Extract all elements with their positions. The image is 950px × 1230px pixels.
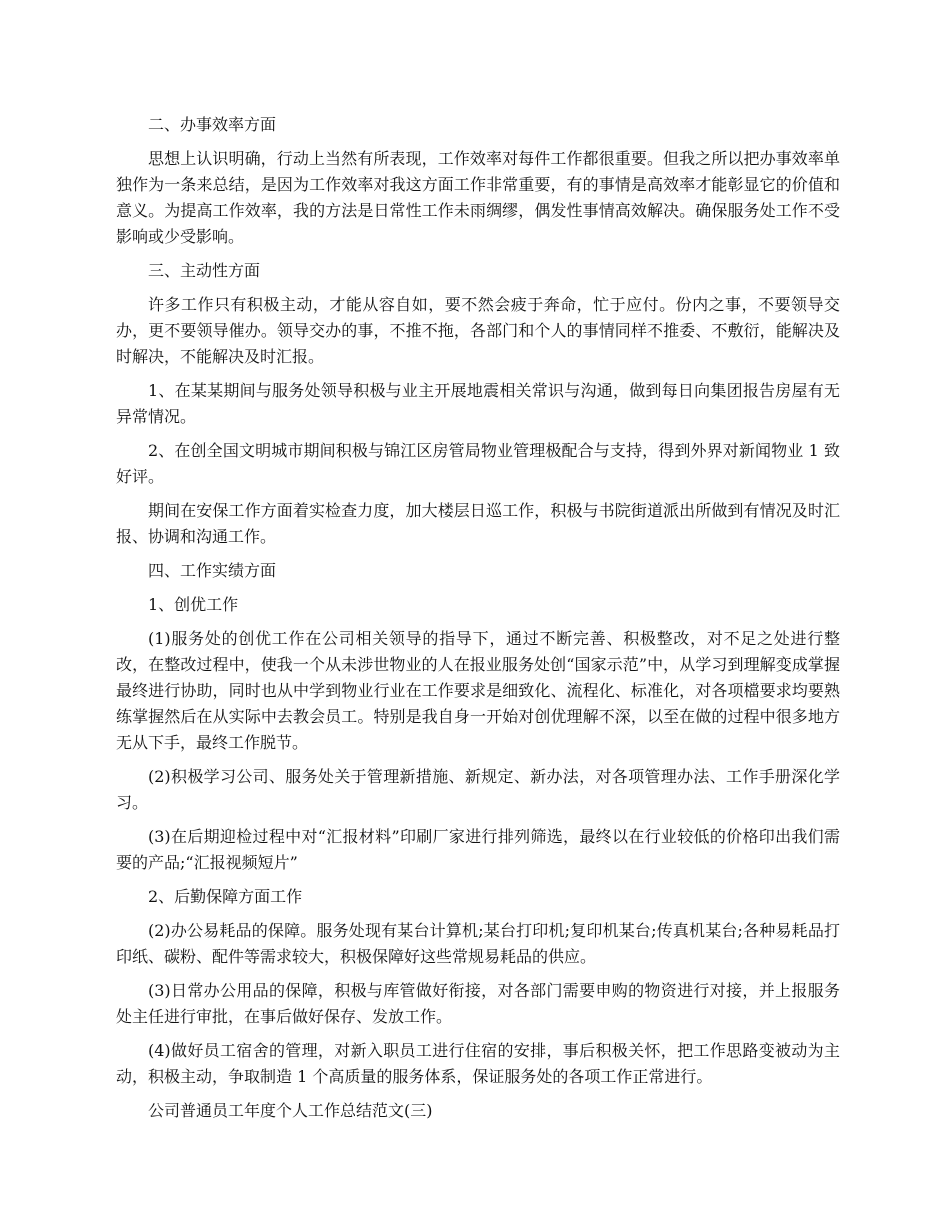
paragraph-logistics-3: (3)日常办公用品的保障，积极与库管做好衔接，对各部门需要申购的物资进行对接，并上报服务处主任进行审批，在事后做好保存、发放工作。 xyxy=(116,981,840,1026)
paragraph-excellence-1: (1)服务处的创优工作在公司相关领导的指导下，通过不断完善、积极整改，对不足之处进行整改，在整改过程中，使我一个从未涉世物业的人在报业服务处创“国家示范”中，从学习到理解变成掌握最终进行协助，同时也从中学到物业行业在工作要求是细致化、流程化、标准化，对各项檔要求均要熟练掌握然后在从实际中去教会员工。特别是我自身一开始对创优理解不深，以至在做的过程中很多地方无从下手，最终工作脱节。 xyxy=(116,629,840,752)
section-heading-achievements: 四、工作实绩方面 xyxy=(148,561,277,580)
paragraph-excellence-3: (3)在后期迎检过程中对“汇报材料”印刷厂家进行排列筛选，最终以在行业较低的价格印出我们需要的产品;“汇报视频短片” xyxy=(116,827,840,872)
paragraph-logistics-2: (2)办公易耗品的保障。服务处现有某台计算机;某台打印机;复印机某台;传真机某台;各种易耗品打印纸、碳粉、配件等需求较大，积极保障好这些常规易耗品的供应。 xyxy=(116,921,840,966)
paragraph-efficiency: 思想上认识明确，行动上当然有所表现，工作效率对每件工作都很重要。但我之所以把办事效率单独作为一条来总结，是因为工作效率对我这方面工作非常重要，有的事情是高效率才能彰显它的价值和意义。为提高工作效率，我的方法是日常性工作未雨绸缪，偶发性事情高效解决。确保服务处工作不受影响或少受影响。 xyxy=(116,149,840,246)
paragraph-earthquake: 1、在某某期间与服务处领导积极与业主开展地震相关常识与沟通，做到每日向集团报告房屋有无异常情况。 xyxy=(116,381,840,426)
section-heading-initiative: 三、主动性方面 xyxy=(148,261,261,280)
document-body xyxy=(116,112,840,1132)
section-heading-efficiency: 二、办事效率方面 xyxy=(148,115,277,134)
document-closing-title: 公司普通员工年度个人工作总结范文(三) xyxy=(148,1101,433,1120)
subheading-logistics: 2、后勤保障方面工作 xyxy=(148,887,303,906)
paragraph-logistics-4: (4)做好员工宿舍的管理，对新入职员工进行住宿的安排，事后积极关怀，把工作思路变被动为主动，积极主动，争取制造 1 个高质量的服务体系，保证服务处的各项工作正常进行。 xyxy=(116,1041,840,1086)
paragraph-initiative: 许多工作只有积极主动，才能从容自如，要不然会疲于奔命，忙于应付。份内之事，不要领导交办，更不要领导催办。领导交办的事，不推不拖，各部门和个人的事情同样不推委、不敷衍，能解决及时解决，不能解决及时汇报。 xyxy=(116,295,840,366)
paragraph-civilized-city: 2、在创全国文明城市期间积极与锦江区房管局物业管理极配合与支持，得到外界对新闻物业 1 致好评。 xyxy=(116,441,840,486)
subheading-excellence: 1、创优工作 xyxy=(148,595,239,614)
paragraph-security: 期间在安保工作方面着实检查力度，加大楼层日巡工作，积极与书院街道派出所做到有情况及时汇报、协调和沟通工作。 xyxy=(116,501,840,546)
paragraph-excellence-2: (2)积极学习公司、服务处关于管理新措施、新规定、新办法，对各项管理办法、工作手册深化学习。 xyxy=(116,767,840,812)
